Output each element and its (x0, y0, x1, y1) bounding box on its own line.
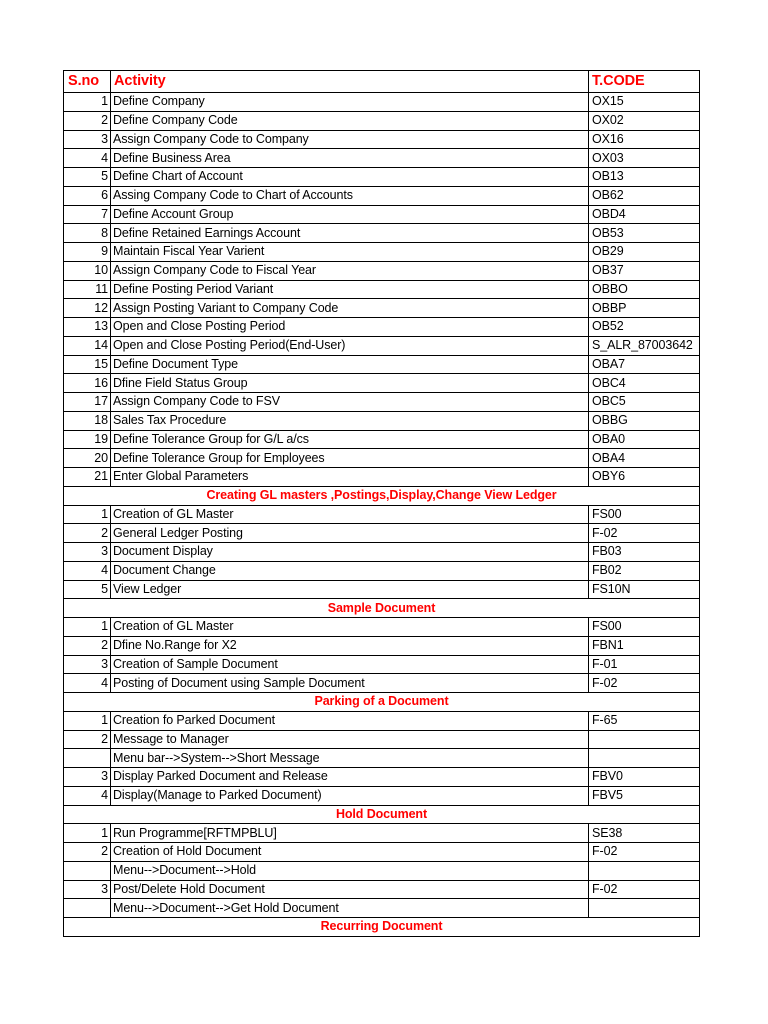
tcode-cell: FBV0 (589, 768, 700, 787)
tcode-cell: OB53 (589, 224, 700, 243)
tcode-cell (589, 730, 700, 749)
activity-cell: Document Change (111, 561, 589, 580)
section-title: Hold Document (64, 805, 700, 824)
table-row (64, 355, 700, 374)
activity-cell: Open and Close Posting Period(End-User) (111, 336, 589, 355)
activity-cell: Assign Company Code to FSV (111, 393, 589, 412)
sno-cell: 16 (64, 374, 111, 393)
activity-cell: Assign Company Code to Fiscal Year (111, 261, 589, 280)
activity-cell: Creation of Hold Document (111, 843, 589, 862)
table-row (64, 768, 700, 787)
table-row (64, 299, 700, 318)
table-row (64, 186, 700, 205)
table-row (64, 618, 700, 637)
tcode-cell: FB03 (589, 543, 700, 562)
sno-cell: 1 (64, 824, 111, 843)
table-row (64, 374, 700, 393)
table-row (64, 336, 700, 355)
table-row (64, 224, 700, 243)
table-row (64, 318, 700, 337)
table-row (64, 411, 700, 430)
table-row (64, 749, 700, 768)
activity-cell: Define Chart of Account (111, 168, 589, 187)
sno-cell: 11 (64, 280, 111, 299)
table-row (64, 899, 700, 918)
sno-cell: 4 (64, 674, 111, 693)
table-row (64, 524, 700, 543)
tcode-cell: OB37 (589, 261, 700, 280)
activity-cell: Assing Company Code to Chart of Accounts (111, 186, 589, 205)
tcode-cell: OB52 (589, 318, 700, 337)
table-row (64, 149, 700, 168)
table-row (64, 243, 700, 262)
table-row (64, 449, 700, 468)
sno-cell: 6 (64, 186, 111, 205)
activity-cell: Sales Tax Procedure (111, 411, 589, 430)
tcode-cell: OB13 (589, 168, 700, 187)
tcode-cell (589, 749, 700, 768)
activity-cell: Display(Manage to Parked Document) (111, 786, 589, 805)
activity-cell: Assign Company Code to Company (111, 130, 589, 149)
tcode-cell: OBA7 (589, 355, 700, 374)
tcode-cell: OB29 (589, 243, 700, 262)
activity-cell: Menu-->Document-->Hold (111, 861, 589, 880)
tcode-cell: S_ALR_87003642 (589, 336, 700, 355)
activity-cell: Message to Manager (111, 730, 589, 749)
tcode-cell: FB02 (589, 561, 700, 580)
activity-cell: Maintain Fiscal Year Varient (111, 243, 589, 262)
section-title: Parking of a Document (64, 693, 700, 712)
activity-cell: Creation of Sample Document (111, 655, 589, 674)
header-sno: S.no (64, 71, 111, 93)
sno-cell: 13 (64, 318, 111, 337)
activity-cell: Define Posting Period Variant (111, 280, 589, 299)
tcode-cell: F-65 (589, 711, 700, 730)
sno-cell: 19 (64, 430, 111, 449)
sno-cell: 5 (64, 580, 111, 599)
table-row (64, 130, 700, 149)
tcode-cell: OBY6 (589, 468, 700, 487)
section-title: Recurring Document (64, 918, 700, 937)
tcode-cell: FS10N (589, 580, 700, 599)
tcode-cell: OBD4 (589, 205, 700, 224)
activity-cell: Open and Close Posting Period (111, 318, 589, 337)
section-row (64, 805, 700, 824)
tcode-cell: FS00 (589, 618, 700, 637)
sno-cell: 21 (64, 468, 111, 487)
header-row (64, 71, 700, 93)
table-row (64, 636, 700, 655)
tcode-cell: F-02 (589, 674, 700, 693)
table-body (64, 93, 700, 937)
tcode-cell: OBBO (589, 280, 700, 299)
sno-cell: 1 (64, 711, 111, 730)
sno-cell: 9 (64, 243, 111, 262)
tcode-cell: OBBG (589, 411, 700, 430)
tcode-cell: F-02 (589, 880, 700, 899)
activity-cell: Define Retained Earnings Account (111, 224, 589, 243)
table-row (64, 261, 700, 280)
activity-cell: Creation fo Parked Document (111, 711, 589, 730)
sno-cell: 12 (64, 299, 111, 318)
activity-cell: Define Tolerance Group for G/L a/cs (111, 430, 589, 449)
tcode-cell: OX02 (589, 111, 700, 130)
section-title: Sample Document (64, 599, 700, 618)
tcode-cell: F-01 (589, 655, 700, 674)
sno-cell: 4 (64, 561, 111, 580)
tcode-cell: OBBP (589, 299, 700, 318)
activity-cell: Define Company (111, 93, 589, 112)
activity-cell: Define Document Type (111, 355, 589, 374)
table-row (64, 468, 700, 487)
activity-cell: Creation of GL Master (111, 618, 589, 637)
section-row (64, 599, 700, 618)
table-row (64, 843, 700, 862)
table-row (64, 280, 700, 299)
tcode-cell (589, 861, 700, 880)
section-row (64, 486, 700, 505)
sno-cell: 20 (64, 449, 111, 468)
table-row (64, 505, 700, 524)
sno-cell: 1 (64, 618, 111, 637)
section-row (64, 693, 700, 712)
activity-cell: Define Business Area (111, 149, 589, 168)
activity-cell: Define Account Group (111, 205, 589, 224)
tcode-cell: FBV5 (589, 786, 700, 805)
activity-cell: Define Company Code (111, 111, 589, 130)
tcode-cell: OX03 (589, 149, 700, 168)
sno-cell: 3 (64, 543, 111, 562)
sno-cell: 2 (64, 843, 111, 862)
tcode-cell: SE38 (589, 824, 700, 843)
activity-cell: Dfine No.Range for X2 (111, 636, 589, 655)
table-row (64, 168, 700, 187)
sno-cell: 7 (64, 205, 111, 224)
sno-cell: 4 (64, 786, 111, 805)
table-row (64, 393, 700, 412)
tcode-cell: FBN1 (589, 636, 700, 655)
sno-cell: 1 (64, 93, 111, 112)
activity-cell: Posting of Document using Sample Document (111, 674, 589, 693)
table-row (64, 786, 700, 805)
activity-cell: Document Display (111, 543, 589, 562)
sno-cell: 2 (64, 524, 111, 543)
table-row (64, 711, 700, 730)
activity-cell: Post/Delete Hold Document (111, 880, 589, 899)
table-row (64, 861, 700, 880)
tcode-cell: OBC4 (589, 374, 700, 393)
sno-cell: 10 (64, 261, 111, 280)
sno-cell (64, 899, 111, 918)
table-row (64, 880, 700, 899)
activity-cell: Menu-->Document-->Get Hold Document (111, 899, 589, 918)
table-row (64, 430, 700, 449)
sno-cell: 3 (64, 768, 111, 787)
tcode-cell: OBA4 (589, 449, 700, 468)
sno-cell: 5 (64, 168, 111, 187)
tcode-table (63, 70, 700, 937)
table-row (64, 205, 700, 224)
sno-cell: 17 (64, 393, 111, 412)
table-row (64, 674, 700, 693)
activity-cell: View Ledger (111, 580, 589, 599)
header-activity: Activity (111, 71, 589, 93)
table-row (64, 543, 700, 562)
activity-cell: Menu bar-->System-->Short Message (111, 749, 589, 768)
table-row (64, 111, 700, 130)
tcode-cell (589, 899, 700, 918)
tcode-cell: OX15 (589, 93, 700, 112)
sno-cell: 3 (64, 130, 111, 149)
tcode-cell: OB62 (589, 186, 700, 205)
table-row (64, 93, 700, 112)
section-row (64, 918, 700, 937)
sno-cell: 18 (64, 411, 111, 430)
table-row (64, 730, 700, 749)
header-tcode: T.CODE (589, 71, 700, 93)
sno-cell: 15 (64, 355, 111, 374)
table-row (64, 655, 700, 674)
tcode-cell: OX16 (589, 130, 700, 149)
tcode-cell: OBC5 (589, 393, 700, 412)
tcode-cell: FS00 (589, 505, 700, 524)
sno-cell: 8 (64, 224, 111, 243)
table-row (64, 824, 700, 843)
sno-cell: 2 (64, 636, 111, 655)
sno-cell: 4 (64, 149, 111, 168)
activity-cell: General Ledger Posting (111, 524, 589, 543)
sno-cell (64, 861, 111, 880)
sno-cell (64, 749, 111, 768)
activity-cell: Enter Global Parameters (111, 468, 589, 487)
activity-cell: Run Programme[RFTMPBLU] (111, 824, 589, 843)
tcode-cell: OBA0 (589, 430, 700, 449)
sno-cell: 1 (64, 505, 111, 524)
sno-cell: 2 (64, 111, 111, 130)
activity-cell: Display Parked Document and Release (111, 768, 589, 787)
sno-cell: 3 (64, 655, 111, 674)
sno-cell: 3 (64, 880, 111, 899)
section-title: Creating GL masters ,Postings,Display,Change View Ledger (64, 486, 700, 505)
activity-cell: Define Tolerance Group for Employees (111, 449, 589, 468)
activity-cell: Assign Posting Variant to Company Code (111, 299, 589, 318)
tcode-cell: F-02 (589, 843, 700, 862)
table-row (64, 580, 700, 599)
activity-cell: Dfine Field Status Group (111, 374, 589, 393)
tcode-cell: F-02 (589, 524, 700, 543)
activity-cell: Creation of GL Master (111, 505, 589, 524)
sno-cell: 14 (64, 336, 111, 355)
sno-cell: 2 (64, 730, 111, 749)
table-row (64, 561, 700, 580)
